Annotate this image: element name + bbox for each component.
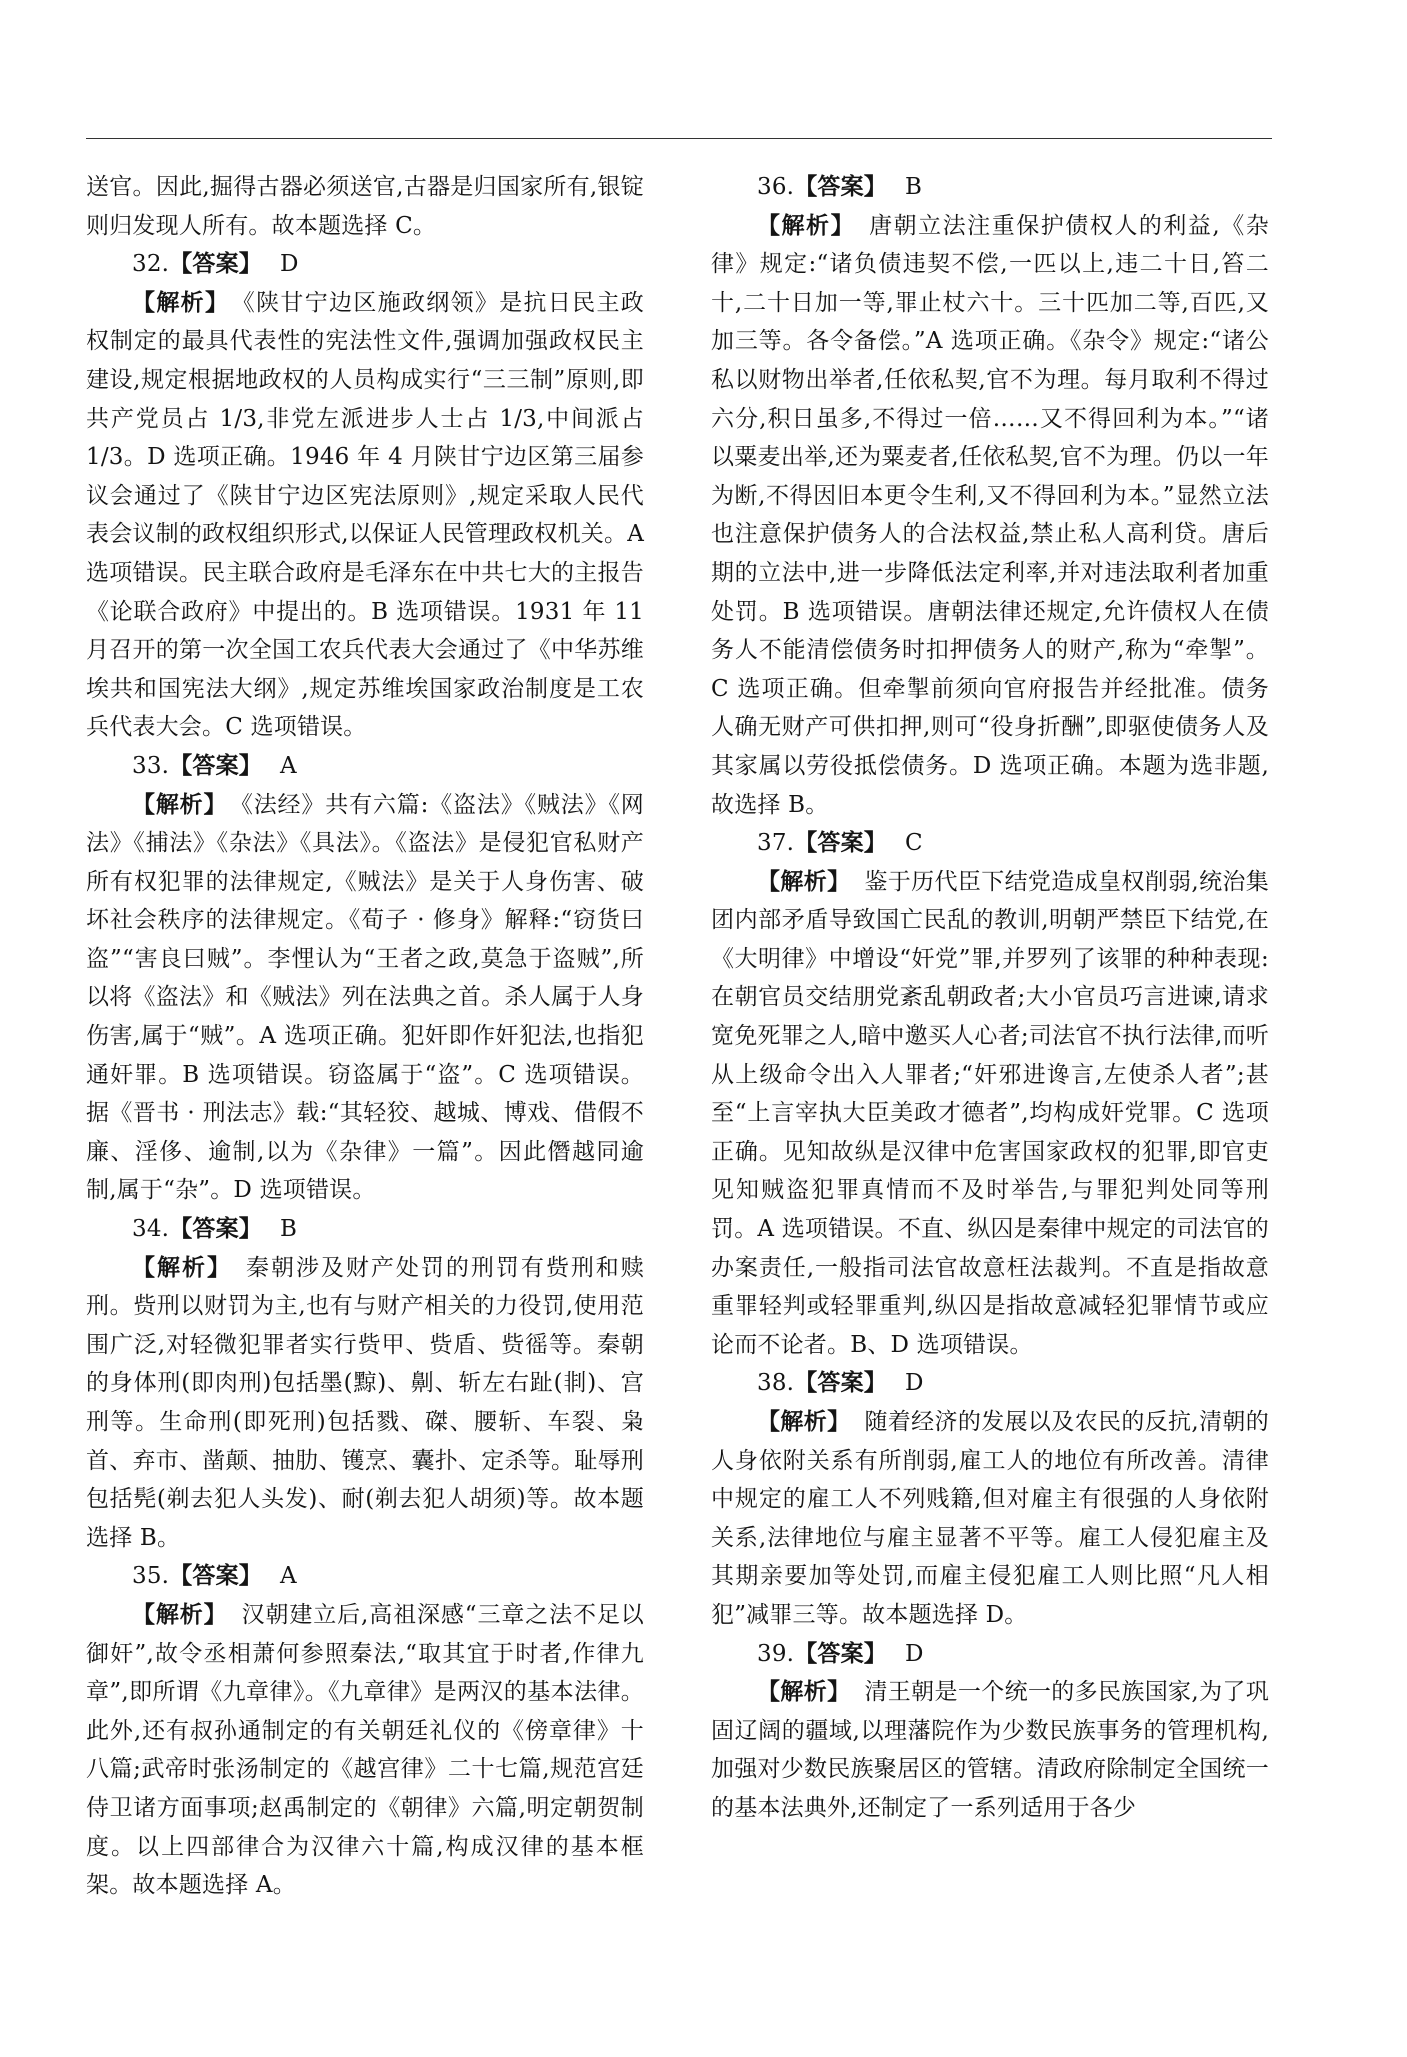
question-number: 36. [757,174,795,200]
question-number: 35. [132,1563,170,1590]
answer-value: B [905,174,923,200]
answer-value: C [905,830,923,857]
question-36-answer [711,168,1269,207]
question-32-answer [86,245,644,284]
answer-tag: 【答案】 [794,1370,887,1397]
question-38-answer [711,1364,1269,1403]
analysis-tag: 【解析】 [132,791,228,818]
answer-tag: 【答案】 [169,752,262,779]
left-column [86,168,644,1905]
question-33-analysis [86,786,644,1211]
question-32-analysis [86,284,644,747]
question-34-answer [86,1210,644,1249]
question-35-answer [86,1557,644,1596]
answer-tag: 【答案】 [794,830,887,857]
question-number: 34. [132,1216,170,1243]
analysis-tag: 【解析】 [757,1409,851,1435]
analysis-text: 鉴于历代臣下结党造成皇权削弱,统治集团内部矛盾导致国亡民乱的教训,明朝严禁臣下结党,在《大明律》中增设“奸党”罪,并罗列了该罪的种种表现:在朝官员交结朋党紊乱朝政者;大小官员巧言进谏,请求宽免死罪之人,暗中邀买人心者;司法官不执行法律,而听从上级命令出入人罪者;“奸邪进谗言,左使杀人者”;甚至“上言宰执大臣美政才德者”,均构成奸党罪。C 选项正确。见知故纵是汉律中危害国家政权的犯罪,即官吏见知贼盗犯罪真情而不及时举告,与罪犯判处同等刑罚。A 选项错误。不直、纵囚是秦律中规定的司法官的办案责任,一般指司法官故意枉法裁判。不直是指故意重罪轻判或轻罪重判,纵囚是指故意减轻犯罪情节或应论而不论者。B、D 选项错误。 [711,868,1269,1358]
question-number: 37. [757,830,795,857]
analysis-text: 唐朝立法注重保护债权人的利益,《杂律》规定:“诸负债违契不偿,一匹以上,违二十日,笞二十,二十日加一等,罪止杖六十。三十匹加二等,百匹,又加三等。各令备偿。”A 选项正确。《杂令》规定:“诸公私以财物出举者,任依私契,官不为理。每月取利不得过六分,积日虽多,不得过一倍……又不得回利为本。”“诸以粟麦出举,还为粟麦者,任依私契,官不为理。仍以一年为断,不得因旧本更令生利,又不得回利为本。”显然立法也注意保护债务人的合法权益,禁止私人高利贷。唐后期的立法中,进一步降低法定利率,并对违法取利者加重处罚。B 选项错误。唐朝法律还规定,允许债权人在债务人不能清偿债务时扣押债务人的财产,称为“牵掣”。C 选项正确。但牵掣前须向官府报告并经批准。债务人确无财产可供扣押,则可“役身折酬”,即驱使债务人及其家属以劳役抵偿债务。D 选项正确。本题为选非题,故选择 B。 [711,212,1269,818]
answer-tag: 【答案】 [794,174,887,200]
question-38-analysis [711,1403,1269,1635]
question-number: 38. [757,1370,795,1397]
analysis-text: 汉朝建立后,高祖深感“三章之法不足以御奸”,故令丞相萧何参照秦法,“取其宜于时者,作律九章”,即所谓《九章律》。《九章律》是两汉的基本法律。此外,还有叔孙通制定的有关朝廷礼仪的《傍章律》十八篇;武帝时张汤制定的《越宫律》二十七篇,规范宫廷侍卫诸方面事项;赵禹制定的《朝律》六篇,明定朝贺制度。以上四部律合为汉律六十篇,构成汉律的基本框架。故本题选择 A。 [86,1601,644,1899]
question-35-analysis [86,1596,644,1905]
answer-value: D [905,1370,924,1397]
question-number: 39. [757,1640,795,1667]
answer-value: B [280,1216,298,1243]
analysis-tag: 【解析】 [132,1601,228,1628]
answer-tag: 【答案】 [169,251,262,278]
analysis-tag: 【解析】 [757,1679,851,1706]
analysis-text: 《陕甘宁边区施政纲领》是抗日民主政权制定的最具代表性的宪法性文件,强调加强政权民主建设,规定根据地政权的人员构成实行“三三制”原则,即共产党员占 1/3,非党左派进步人士占 1/3,中间派占 1/3。D 选项正确。1946 年 4 月陕甘宁边区第三届参议会通过了《陕甘宁边区宪法原则》,规定采取人民代表会议制的政权组织形式,以保证人民管理政权机关。A 选项错误。民主联合政府是毛泽东在中共七大的主报告《论联合政府》中提出的。B 选项错误。1931 年 11 月召开的第一次全国工农兵代表大会通过了《中华苏维埃共和国宪法大纲》,规定苏维埃国家政治制度是工农兵代表大会。C 选项错误。 [86,289,644,741]
question-37-analysis [711,863,1269,1365]
intro-text: 送官。因此,掘得古器必须送官,古器是归国家所有,银锭则归发现人所有。故本题选择 C。 [86,174,644,239]
question-number: 32. [132,251,170,278]
answer-tag: 【答案】 [794,1640,887,1667]
question-34-analysis [86,1249,644,1558]
question-37-answer [711,824,1269,863]
question-39-answer [711,1635,1269,1674]
analysis-tag: 【解析】 [132,1254,232,1281]
answer-value: D [280,251,299,278]
answer-value: A [280,1563,297,1590]
question-33-answer [86,747,644,786]
analysis-tag: 【解析】 [757,212,856,239]
answer-tag: 【答案】 [169,1563,262,1590]
answer-value: A [280,752,297,779]
header-rule [86,138,1272,139]
analysis-text: 清王朝是一个统一的多民族国家,为了巩固辽阔的疆域,以理藩院作为少数民族事务的管理机构,加强对少数民族聚居区的管辖。清政府除制定全国统一的基本法典外,还制定了一系列适用于各少 [711,1679,1269,1821]
answer-value: D [905,1640,924,1667]
answer-tag: 【答案】 [169,1216,262,1243]
analysis-text: 随着经济的发展以及农民的反抗,清朝的人身依附关系有所削弱,雇工人的地位有所改善。清律中规定的雇工人不列贱籍,但对雇主有很强的人身依附关系,法律地位与雇主显著不平等。雇工人侵犯雇主及其期亲要加等处罚,而雇主侵犯雇工人则比照“凡人相犯”减罪三等。故本题选择 D。 [711,1409,1269,1628]
right-column [711,168,1269,1828]
question-39-analysis [711,1673,1269,1827]
analysis-tag: 【解析】 [757,868,851,895]
analysis-tag: 【解析】 [132,289,230,316]
analysis-text: 秦朝涉及财产处罚的刑罚有赀刑和赎刑。赀刑以财罚为主,也有与财产相关的力役罚,使用范围广泛,对轻微犯罪者实行赀甲、赀盾、赀徭等。秦朝的身体刑(即肉刑)包括墨(黥)、劓、斩左右趾(剕)、宫刑等。生命刑(即死刑)包括戮、磔、腰斩、车裂、枭首、弃市、凿颠、抽肋、镬烹、囊扑、定杀等。耻辱刑包括髡(剃去犯人头发)、耐(剃去犯人胡须)等。故本题选择 B。 [86,1254,644,1551]
analysis-text: 《法经》共有六篇:《盗法》《贼法》《网法》《捕法》《杂法》《具法》。《盗法》是侵犯官私财产所有权犯罪的法律规定,《贼法》是关于人身伤害、破坏社会秩序的法律规定。《荀子 · 修身》解释:“窃货曰盗”“害良曰贼”。李悝认为“王者之政,莫急于盗贼”,所以将《盗法》和《贼法》列在法典之首。杀人属于人身伤害,属于“贼”。A 选项正确。犯奸即作奸犯法,也指犯通奸罪。B 选项错误。窃盗属于“盗”。C 选项错误。据《晋书 · 刑法志》载:“其轻狡、越城、博戏、借假不廉、淫侈、逾制,以为《杂律》一篇”。因此僭越同逾制,属于“杂”。D 选项错误。 [86,791,644,1204]
question-36-analysis [711,207,1269,825]
question-number: 33. [132,752,170,779]
